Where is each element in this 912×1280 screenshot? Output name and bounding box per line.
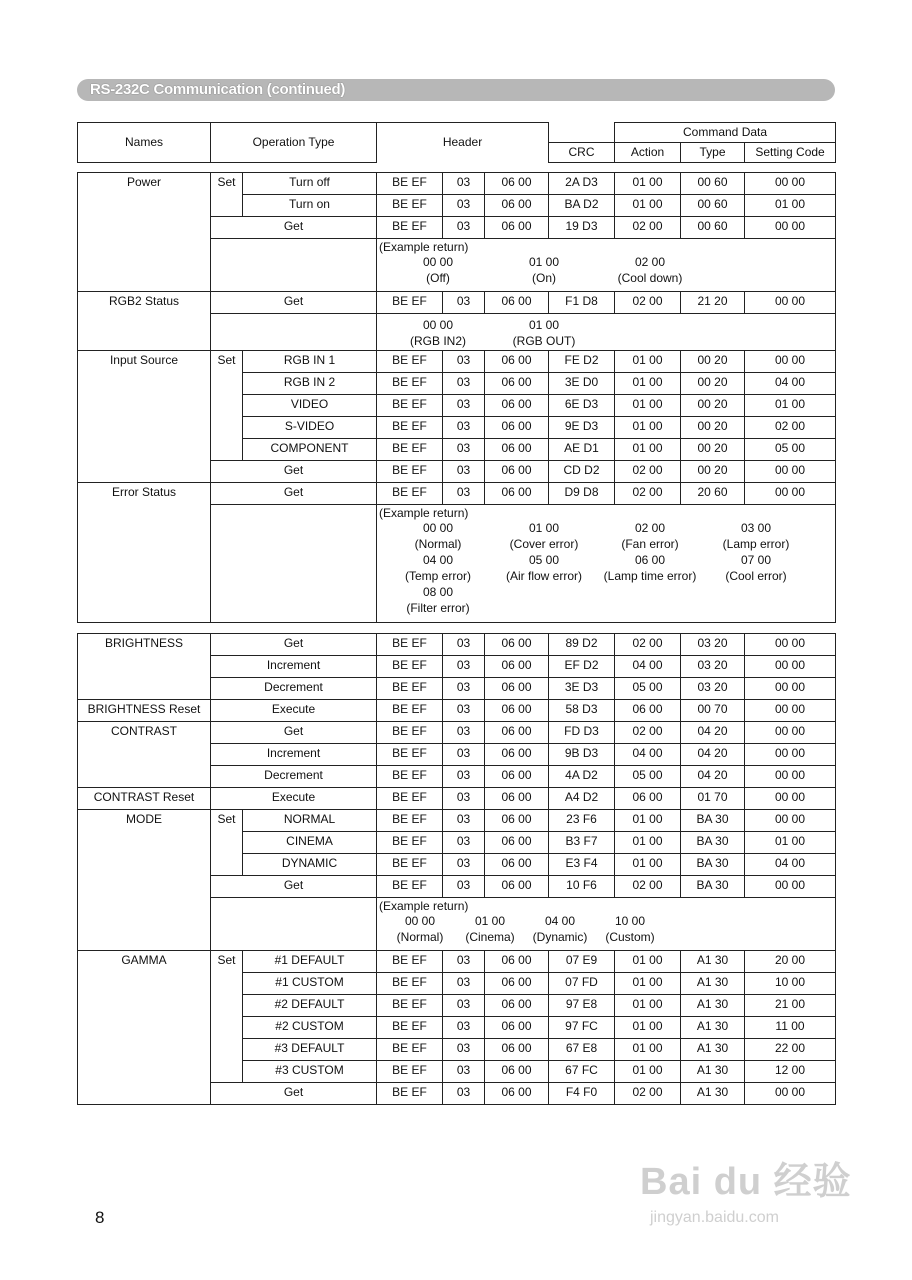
row-name: BRIGHTNESS [78,634,211,700]
row-name: CONTRAST [78,722,211,788]
row-name: MODE [78,810,211,951]
section-title-bar [77,79,835,101]
watermark [640,1150,852,1227]
table-row: GAMMA Set #1 DEFAULT BE EF 03 06 00 07 E9 01 00 A1 30 20 00 [78,951,836,973]
table-row: #2 CUSTOM BE EF 03 06 00 97 FC 01 00 A1 30 11 00 [78,1017,836,1039]
section-title: RS-232C Communication (continued) [90,81,346,98]
names-header: Names [78,123,211,163]
table-row: Get BE EF 03 06 00 10 F6 02 00 BA 30 00 00 [78,876,836,898]
table-row: Input Source Set RGB IN 1 BE EF 03 06 00 FE D2 01 00 00 20 00 00 [78,351,836,373]
table-row: CONTRAST Reset Execute BE EF 03 06 00 A4 D2 06 00 01 70 00 00 [78,788,836,810]
command-table-status [77,172,836,623]
row-name: CONTRAST Reset [78,788,211,810]
crc-header: CRC [549,143,615,163]
table-row: Get BE EF 03 06 00 19 D3 02 00 00 60 00 00 [78,217,836,239]
table-row: #3 DEFAULT BE EF 03 06 00 67 E8 01 00 A1 30 22 00 [78,1039,836,1061]
table-row: Decrement BE EF 03 06 00 3E D3 05 00 03 20 00 00 [78,678,836,700]
table-row: Increment BE EF 03 06 00 EF D2 04 00 03 20 00 00 [78,656,836,678]
table-row: Error Status Get BE EF 03 06 00 D9 D8 02 00 20 60 00 00 [78,483,836,505]
table-row: Turn on BE EF 03 06 00 BA D2 01 00 00 60 01 00 [78,195,836,217]
row-name: Input Source [78,351,211,483]
example-return-mode: (Example return) 00 00 (Normal) 01 00 (Cinema) 04 00 (Dynamic) 10 00 (Custom) [377,898,836,951]
table-row: CONTRAST Get BE EF 03 06 00 FD D3 02 00 04 20 00 00 [78,722,836,744]
table-row: MODE Set NORMAL BE EF 03 06 00 23 F6 01 00 BA 30 00 00 [78,810,836,832]
setting-code-header: Setting Code [745,143,836,163]
operation-type-header: Operation Type [211,123,377,163]
type-header: Type [681,143,745,163]
table-row: VIDEO BE EF 03 06 00 6E D3 01 00 00 20 01 00 [78,395,836,417]
table-row: RGB2 Status Get BE EF 03 06 00 F1 D8 02 00 21 20 00 00 [78,292,836,314]
table-row: S-VIDEO BE EF 03 06 00 9E D3 01 00 00 20 02 00 [78,417,836,439]
row-name: RGB2 Status [78,292,211,351]
table-row: #1 CUSTOM BE EF 03 06 00 07 FD 01 00 A1 30 10 00 [78,973,836,995]
table-row: CINEMA BE EF 03 06 00 B3 F7 01 00 BA 30 01 00 [78,832,836,854]
example-return-error: (Example return) 00 00 (Normal) 01 00 (Cover error) 02 00 (Fan error) 03 00 (Lamp error) 04 00 (Temp error) 05 00 (Air flow error) 06 00 (Lamp time error) 07 00 (Cool error) 08 00 (Filter error) [377,505,836,623]
table-row: Get BE EF 03 06 00 F4 F0 02 00 A1 30 00 00 [78,1083,836,1105]
row-name: GAMMA [78,951,211,1105]
watermark-url: jingyan.baidu.com [650,1209,779,1226]
table-row: COMPONENT BE EF 03 06 00 AE D1 01 00 00 20 05 00 [78,439,836,461]
table-row: #2 DEFAULT BE EF 03 06 00 97 E8 01 00 A1 30 21 00 [78,995,836,1017]
column-header-table [77,122,836,163]
table-row: Power Set Turn off BE EF 03 06 00 2A D3 01 00 00 60 00 00 [78,173,836,195]
table-row: #3 CUSTOM BE EF 03 06 00 67 FC 01 00 A1 30 12 00 [78,1061,836,1083]
table-row: DYNAMIC BE EF 03 06 00 E3 F4 01 00 BA 30 04 00 [78,854,836,876]
table-row: RGB IN 2 BE EF 03 06 00 3E D0 01 00 00 20 04 00 [78,373,836,395]
watermark-brand: Bai du 经验 [640,1161,852,1203]
action-header: Action [615,143,681,163]
row-name: BRIGHTNESS Reset [78,700,211,722]
command-table-picture [77,633,836,1105]
example-return-power: (Example return) 00 00 (Off) 01 00 (On) 02 00 (Cool down) [377,239,836,292]
command-data-header: Command Data [615,123,836,143]
table-row: BRIGHTNESS Reset Execute BE EF 03 06 00 58 D3 06 00 00 70 00 00 [78,700,836,722]
table-row: Increment BE EF 03 06 00 9B D3 04 00 04 20 00 00 [78,744,836,766]
table-row: Get BE EF 03 06 00 CD D2 02 00 00 20 00 00 [78,461,836,483]
header-header: Header [377,123,549,163]
row-name: Power [78,173,211,292]
page-number: 8 [95,1208,105,1227]
row-name: Error Status [78,483,211,623]
table-row: Decrement BE EF 03 06 00 4A D2 05 00 04 20 00 00 [78,766,836,788]
example-return-rgb2: 00 00 (RGB IN2) 01 00 (RGB OUT) [377,314,836,351]
table-row: BRIGHTNESS Get BE EF 03 06 00 89 D2 02 00 03 20 00 00 [78,634,836,656]
